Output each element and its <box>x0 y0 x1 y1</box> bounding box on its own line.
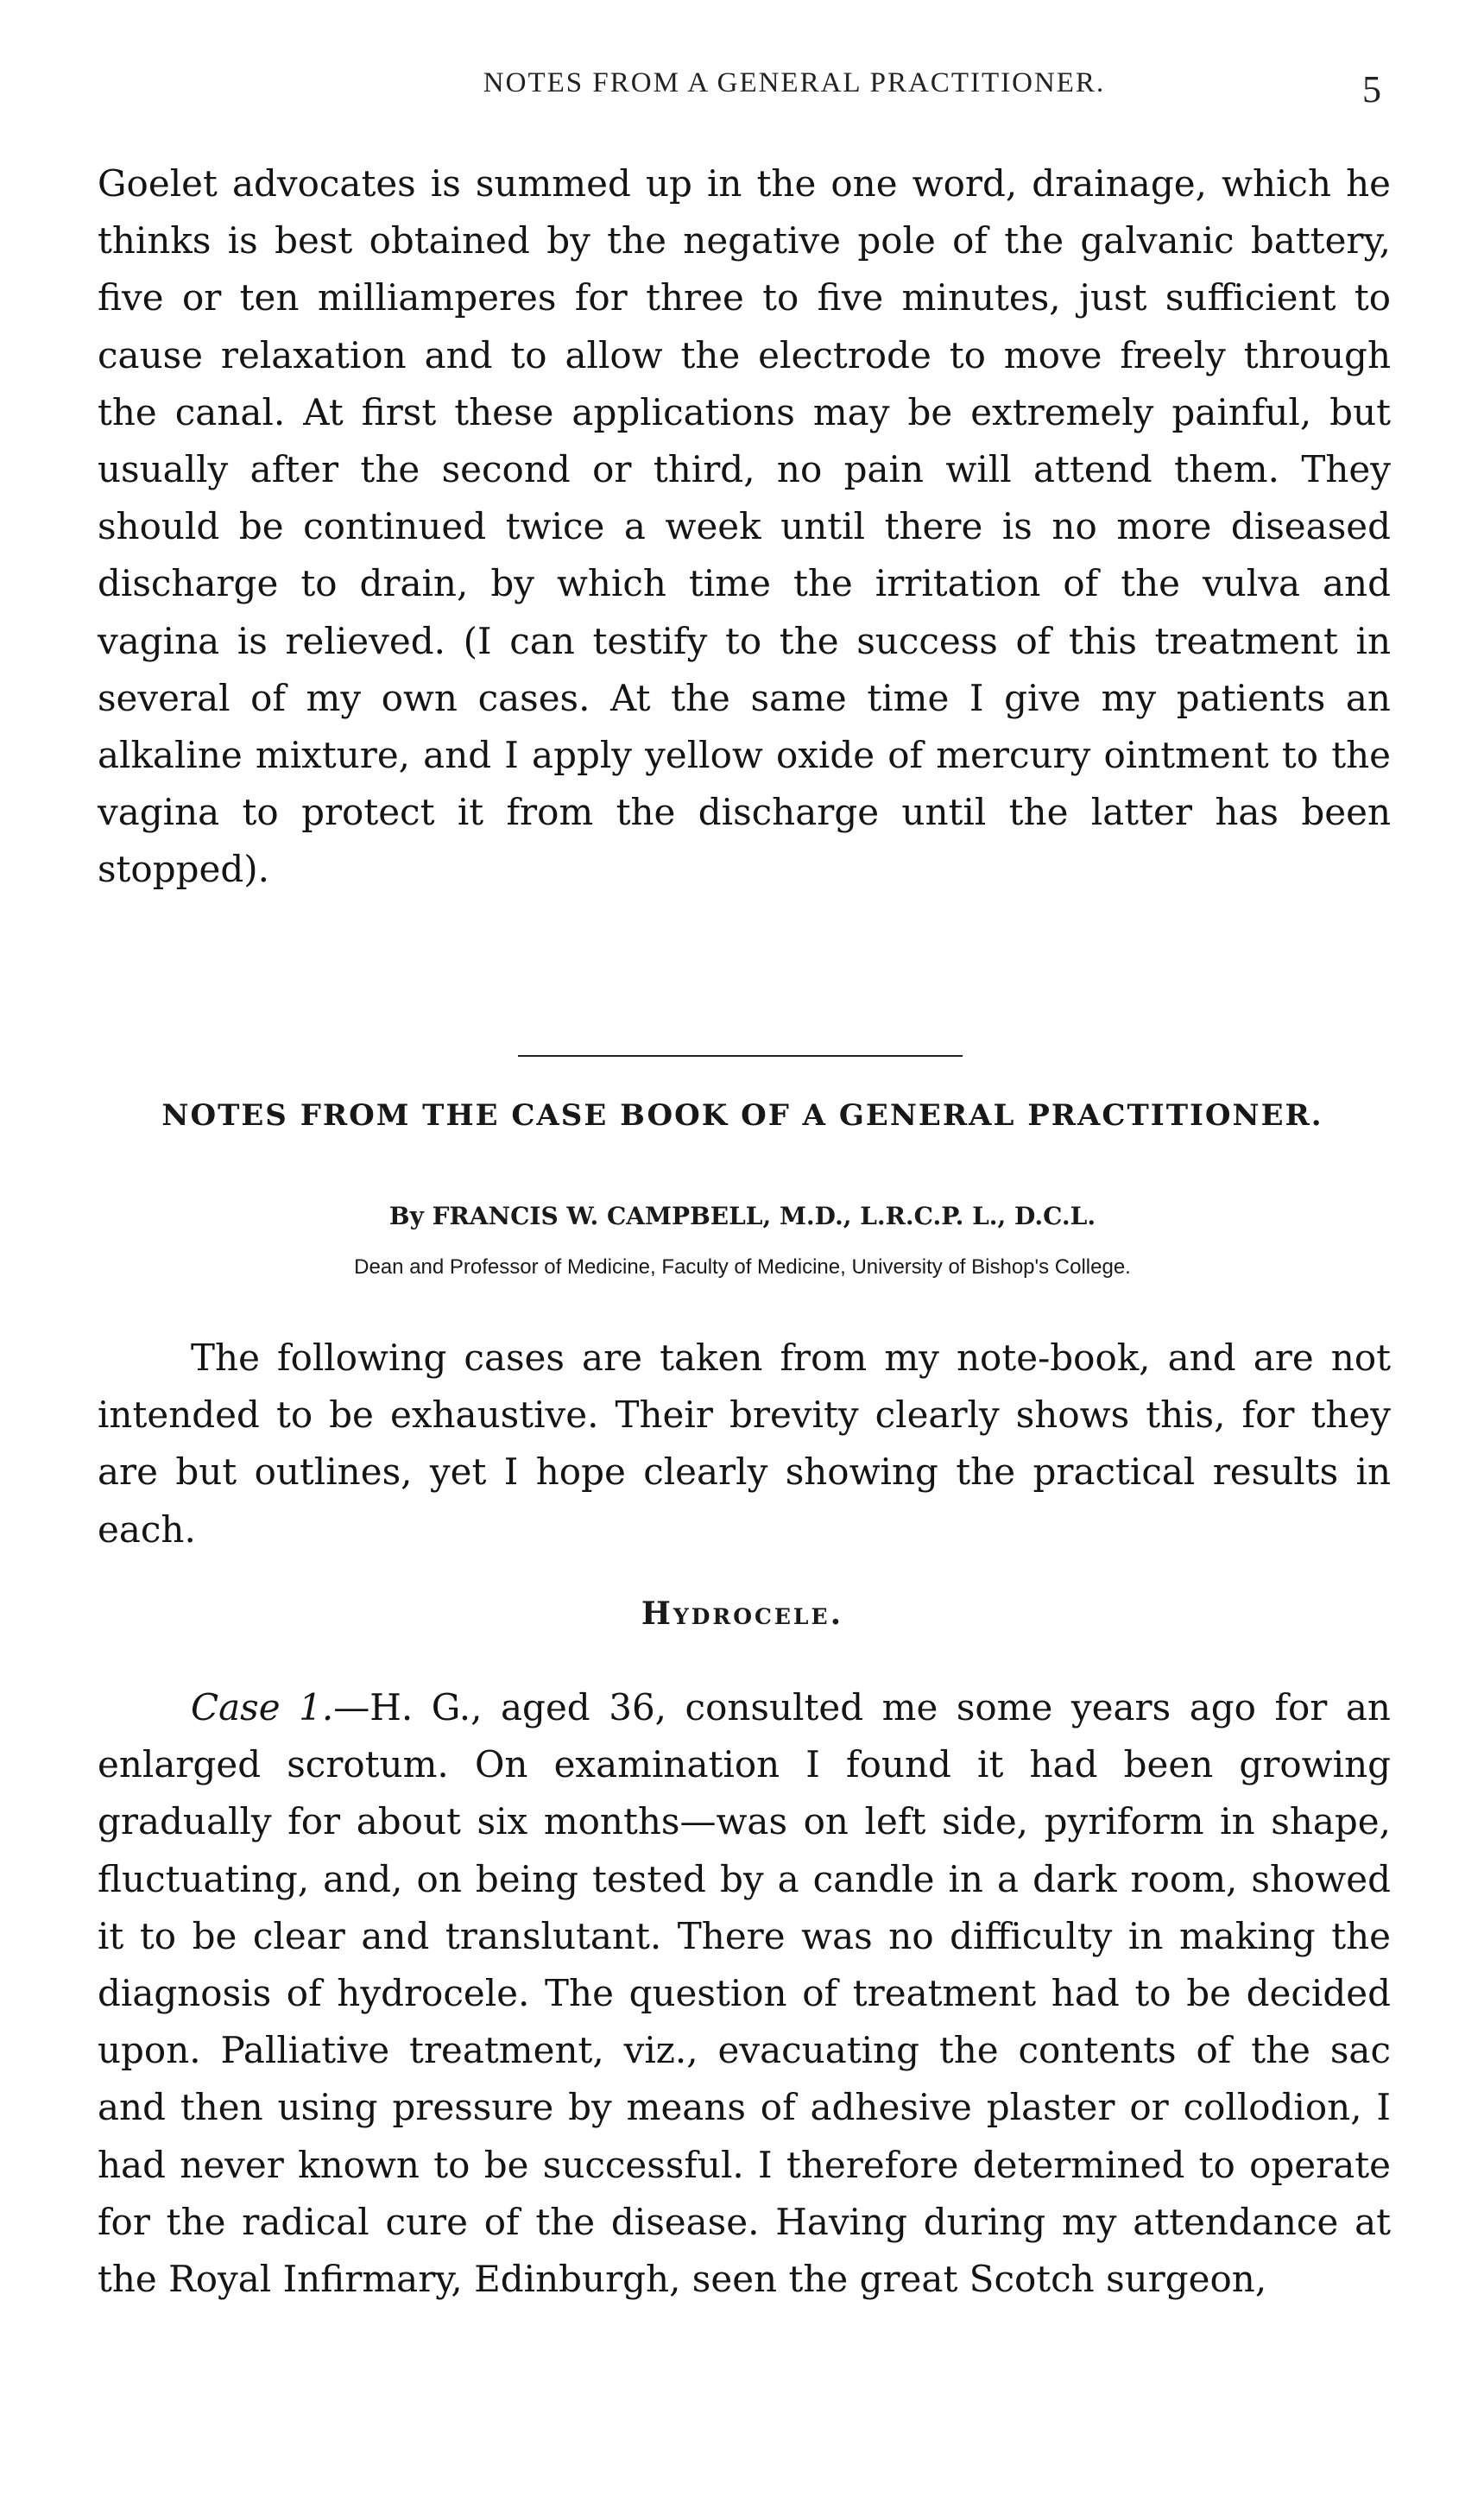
continued-paragraph: Goelet advocates is summed up in the one word, drainage, which he thinks is best obtained by the negative pole of the galvanic battery, five or ten milliamperes for three to five minutes, just sufficient to cause relaxation and to allow the electrode to move freely through the canal. At first these applications may be extremely painful, but usually after the second or third, no pain will attend them. They should be continued twice a week until there is no more diseased discharge to drain, by which time the irritation of the vulva and vagina is relieved. (I can testify to the success of this treatment in several of my own cases. At the same time I give my patients an alkaline mixture, and I apply yellow oxide of mercury ointment to the vagina to protect it from the discharge until the latter has been stopped). <box>98 162 1391 891</box>
case-1-paragraph <box>98 1679 1391 2308</box>
section-divider-rule <box>518 1055 963 1057</box>
section-heading-hydrocele: Hydrocele. <box>641 1596 844 1632</box>
author-affiliation: Dean and Professor of Medicine, Faculty of Medicine, University of Bishop's College. <box>354 1255 1131 1279</box>
case-1-text: —H. G., aged 36, consulted me some years ago for an enlarged scrotum. On examination I found it had been growing gradually for about six months—was on left side, pyriform in shape, fluctuating, and, on being tested by a candle in a dark room, showed it to be clear and translutant. There was no difficulty in making the diagnosis of hydrocele. The question of treatment had to be decided upon. Palliative treatment, viz., evacuating the contents of the sac and then using pressure by means of adhesive plaster or collodion, I had never known to be successful. I therefore determined to operate for the radical cure of the disease. Having during my attendance at the Royal Infirmary, Edinburgh, seen the great Scotch surgeon, <box>98 1686 1391 2301</box>
case-label: Case 1. <box>191 1686 334 1728</box>
author-byline: By FRANCIS W. CAMPBELL, M.D., L.R.C.P. L., D.C.L. <box>388 1202 1096 1230</box>
article-title: NOTES FROM THE CASE BOOK OF A GENERAL PRACTITIONER. <box>161 1098 1323 1133</box>
intro-paragraph: The following cases are taken from my note-book, and are not intended to be exhaustive. Their brevity clearly shows this, for they are but outlines, yet I hope clearly showing the practical results in each. <box>98 1337 1391 1551</box>
running-head <box>104 67 1381 119</box>
running-title: NOTES FROM A GENERAL PRACTITIONER. <box>483 67 1106 98</box>
page-number: 5 <box>1362 68 1381 111</box>
